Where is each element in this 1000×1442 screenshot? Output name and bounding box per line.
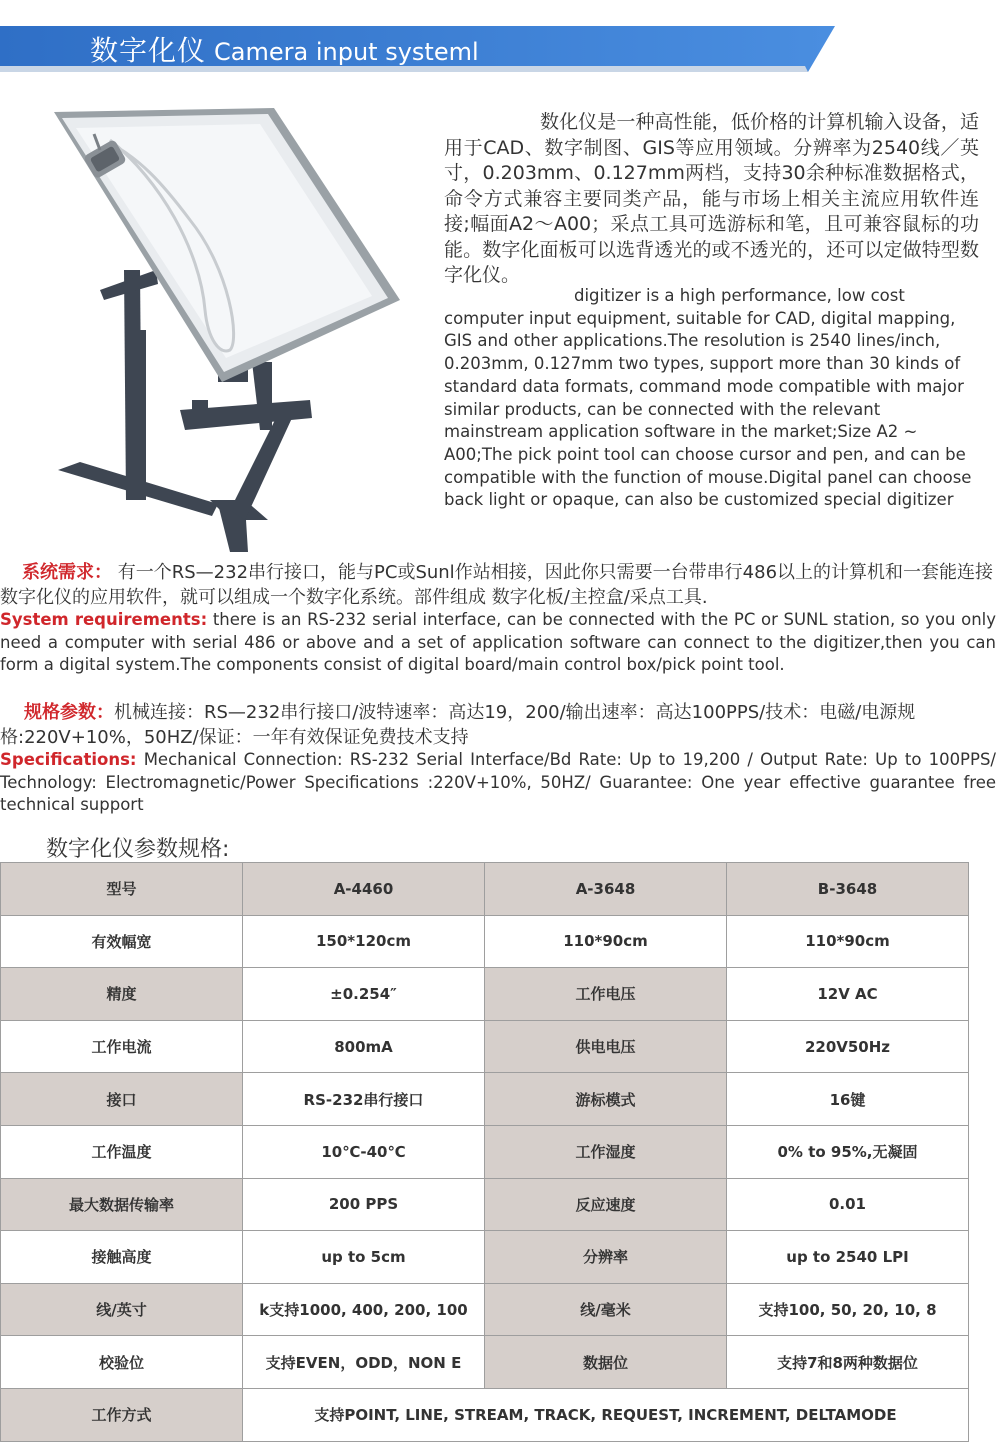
table-cell: ±0.254″ bbox=[243, 968, 485, 1021]
table-row bbox=[1, 1336, 969, 1389]
table-cell: 接触高度 bbox=[1, 1231, 243, 1284]
table-row bbox=[1, 1073, 969, 1126]
table-cell: 800mA bbox=[243, 1020, 485, 1073]
table-cell: 线/毫米 bbox=[485, 1283, 727, 1336]
description-en: digitizer is a high performance, low cost computer input equipment, suitable for CAD, digital mapping, GIS and other applications.The resolution is 2540 lines/inch, 0.203mm, 0.127mm two types, support more than 30 kinds of standard data formats, command mode compatible with major similar products, can be connected with the relevant mainstream application software in the market;Size A2 ~ A00;The pick point tool can choose cursor and pen, and can be compatible with the function of mouse.Digital panel can choose back light or opaque, can also be customized special digitizer bbox=[444, 286, 972, 510]
table-cell: 110*90cm bbox=[727, 915, 969, 968]
table-cell: 0.01 bbox=[727, 1178, 969, 1231]
table-cell: 0% to 95%,无凝固 bbox=[727, 1125, 969, 1178]
table-cell: up to 2540 LPI bbox=[727, 1231, 969, 1284]
table-row bbox=[1, 1020, 969, 1073]
title-en: Camera input systeml bbox=[214, 38, 479, 66]
requirements-en bbox=[0, 609, 996, 677]
table-header-cell: A-4460 bbox=[243, 863, 485, 916]
table-cell: 工作温度 bbox=[1, 1125, 243, 1178]
digitizer-product-image bbox=[40, 100, 425, 560]
specifications-text-en: Mechanical Connection: RS-232 Serial Interface/Bd Rate: Up to 19,200 / Output Rate: Up to 100PPS/ Technology: Electromagnetic/Power Specifications :220V+10%, 50HZ/ Guarantee: One year effective guarantee free technical support bbox=[0, 750, 996, 814]
table-cell: up to 5cm bbox=[243, 1231, 485, 1284]
table-cell: 最大数据传输率 bbox=[1, 1178, 243, 1231]
specifications-en bbox=[0, 749, 996, 817]
requirements-label-en: System requirements: bbox=[0, 610, 208, 629]
requirements-label-cn: 系统需求： bbox=[22, 562, 112, 583]
table-cell: RS-232串行接口 bbox=[243, 1073, 485, 1126]
table-cell: 校验位 bbox=[1, 1336, 243, 1389]
table-cell: 110*90cm bbox=[485, 915, 727, 968]
specifications-text-cn: 机械连接：RS—232串行接口/波特速率：高达19，200/输出速率：高达100PPS/技术：电磁/电源规格:220V+10%，50HZ/保证：一年有效保证免费技术支持 bbox=[0, 702, 916, 748]
table-row bbox=[1, 1231, 969, 1284]
table-cell: 支持EVEN，ODD，NON E bbox=[243, 1336, 485, 1389]
table-cell: 线/英寸 bbox=[1, 1283, 243, 1336]
description-cn: 数化仪是一种高性能，低价格的计算机输入设备，适用于CAD、数字制图、GIS等应用领域。分辨率为2540线／英寸，0.203mm、0.127mm两档，支持30余种标准数据格式，命令方式兼容主要同类产品，能与市场上相关主流应用软件连接;幅面A2～A00；采点工具可选游标和笔，且可兼容鼠标的功能。数字化面板可以选背透光的或不透光的，还可以定做特型数字化仪。 bbox=[444, 111, 979, 286]
table-header-row bbox=[1, 863, 969, 916]
table-cell: 支持7和8两种数据位 bbox=[727, 1336, 969, 1389]
table-row bbox=[1, 1125, 969, 1178]
table-row bbox=[1, 1283, 969, 1336]
table-cell: 220V50Hz bbox=[727, 1020, 969, 1073]
table-row bbox=[1, 915, 969, 968]
table-title: 数字化仪参数规格: bbox=[46, 837, 230, 862]
table-row bbox=[1, 1388, 969, 1441]
table-row bbox=[1, 1178, 969, 1231]
table-cell: 工作电流 bbox=[1, 1020, 243, 1073]
specifications-cn bbox=[0, 700, 996, 750]
table-cell: 16键 bbox=[727, 1073, 969, 1126]
table-cell: 工作湿度 bbox=[485, 1125, 727, 1178]
table-cell: 12V AC bbox=[727, 968, 969, 1021]
table-cell: 分辨率 bbox=[485, 1231, 727, 1284]
table-cell: 支持100, 50, 20, 10, 8 bbox=[727, 1283, 969, 1336]
specifications-label-cn: 规格参数： bbox=[24, 702, 114, 723]
specifications-label-en: Specifications: bbox=[0, 750, 137, 769]
table-cell: 10℃-40℃ bbox=[243, 1125, 485, 1178]
table-cell: 接口 bbox=[1, 1073, 243, 1126]
table-cell: 200 PPS bbox=[243, 1178, 485, 1231]
requirements-cn bbox=[0, 560, 996, 610]
table-cell: 数据位 bbox=[485, 1336, 727, 1389]
table-header-cell: B-3648 bbox=[727, 863, 969, 916]
requirements-text-en: there is an RS-232 serial interface, can be connected with the PC or SUNL station, so you only need a computer with serial 486 or above and a set of application software can connect to the digitizer,then you can form a digital system.The components consist of digital board/main control box/pick point tool. bbox=[0, 610, 997, 674]
table-row bbox=[1, 968, 969, 1021]
title-cn: 数字化仪 bbox=[90, 34, 207, 67]
table-cell: 有效幅宽 bbox=[1, 915, 243, 968]
table-header-cell: A-3648 bbox=[485, 863, 727, 916]
table-cell: 游标模式 bbox=[485, 1073, 727, 1126]
banner-title bbox=[90, 28, 479, 74]
spec-table bbox=[0, 862, 969, 1442]
table-cell: 150*120cm bbox=[243, 915, 485, 968]
header-banner bbox=[0, 26, 835, 72]
table-cell: 反应速度 bbox=[485, 1178, 727, 1231]
table-cell: 精度 bbox=[1, 968, 243, 1021]
table-cell: 工作电压 bbox=[485, 968, 727, 1021]
requirements-text-cn: 有一个RS—232串行接口，能与PC或Sunl作站相接，因此你只需要一台带串行486以上的计算机和一套能连接数字化仪的应用软件，就可以组成一个数字化系统。部件组成 数字化板/主控盒/采点工具. bbox=[0, 562, 994, 608]
table-cell: 支持POINT, LINE, STREAM, TRACK, REQUEST, INCREMENT, DELTAMODE bbox=[243, 1388, 969, 1441]
table-cell: 工作方式 bbox=[1, 1388, 243, 1441]
table-cell: k支持1000, 400, 200, 100 bbox=[243, 1283, 485, 1336]
table-header-cell: 型号 bbox=[1, 863, 243, 916]
table-cell: 供电电压 bbox=[485, 1020, 727, 1073]
